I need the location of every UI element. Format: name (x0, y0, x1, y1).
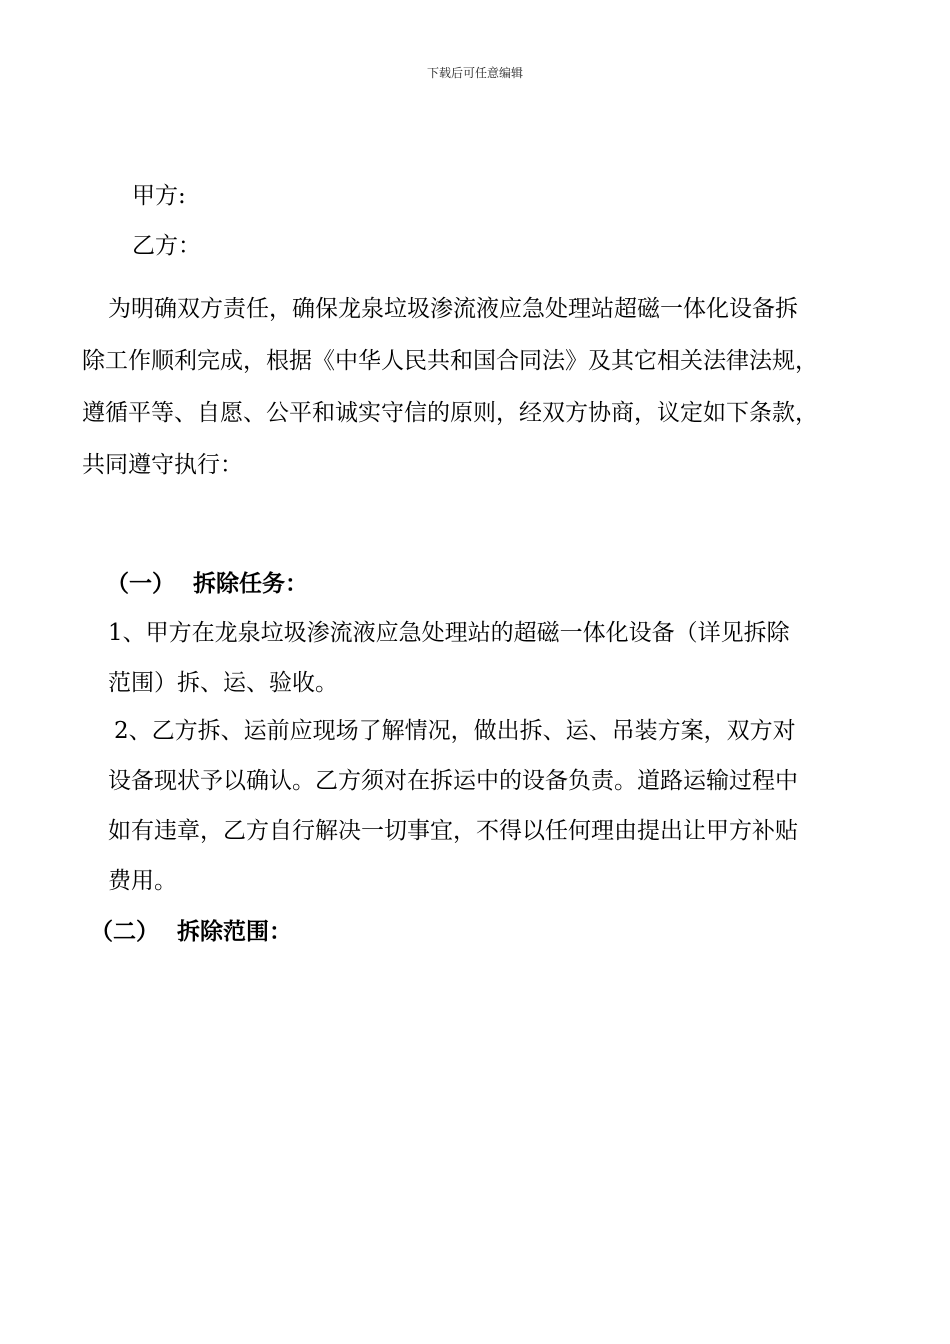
clause-item-1 (108, 608, 908, 708)
clause-item-2 (108, 706, 908, 906)
section-title: 拆除范围： (177, 919, 292, 945)
intro-line: 遵循平等、自愿、公平和诚实守信的原则，经双方协商，议定如下条款， (82, 400, 818, 426)
header-note: 下载后可任意编辑 (426, 66, 523, 80)
section-number: （一） (106, 571, 175, 597)
section-heading-demolition-task (106, 565, 308, 598)
clause-line: 设备现状予以确认。乙方须对在拆运中的设备负责。道路运输过程中 (108, 768, 798, 794)
intro-line: 为明确双方责任，确保龙泉垃圾渗流液应急处理站超磁一体化设备拆 (108, 296, 798, 322)
clause-line: 范围）拆、运、验收。 (108, 670, 338, 696)
clause-line: 1、甲方在龙泉垃圾渗流液应急处理站的超磁一体化设备（详见拆除 (108, 620, 790, 646)
party-b-label: 乙方： (132, 233, 201, 259)
party-a-label: 甲方: (132, 183, 186, 209)
intro-paragraph (82, 283, 902, 491)
clause-line: 如有违章，乙方自行解决一切事宜，不得以任何理由提出让甲方补贴 (108, 818, 798, 844)
intro-line: 共同遵守执行： (82, 452, 243, 478)
section-number: （二） (90, 919, 159, 945)
section-heading-demolition-scope (90, 913, 292, 946)
clause-line: 费用。 (108, 868, 177, 894)
section-title: 拆除任务： (193, 571, 308, 597)
clause-line: 2、乙方拆、运前应现场了解情况，做出拆、运、吊装方案，双方对 (114, 718, 796, 744)
intro-line: 除工作顺利完成，根据《中华人民共和国合同法》及其它相关法律法规， (82, 348, 818, 374)
